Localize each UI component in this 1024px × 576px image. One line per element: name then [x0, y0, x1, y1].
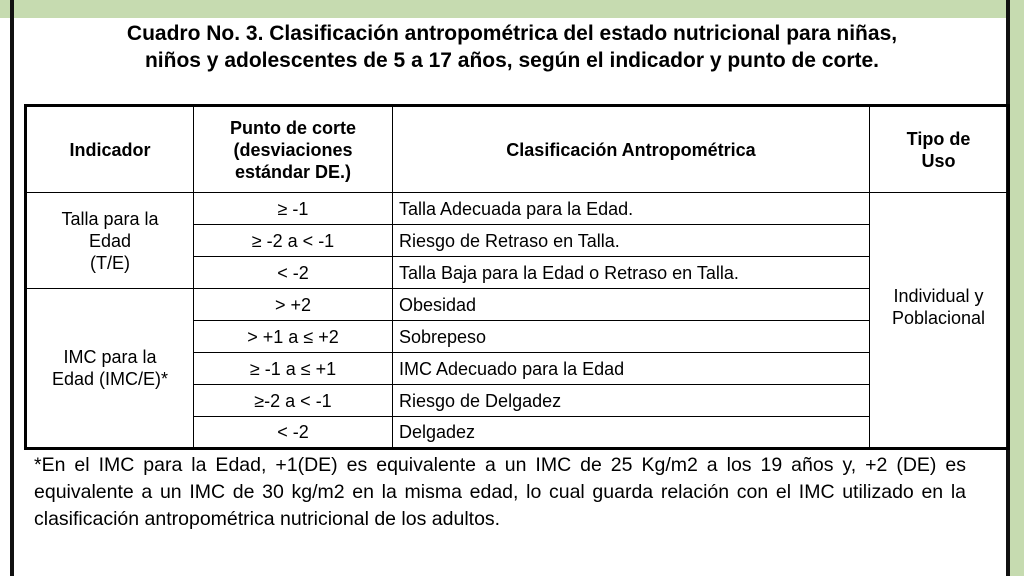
- classification-cell: Delgadez: [393, 417, 870, 449]
- table-row: [26, 193, 1009, 225]
- classification-table: [24, 104, 1010, 450]
- classification-cell: Riesgo de Retraso en Talla.: [393, 225, 870, 257]
- top-decorative-band: [0, 0, 1024, 18]
- cut-point-cell: ≥ -1 a ≤ +1: [194, 353, 393, 385]
- classification-cell: Obesidad: [393, 289, 870, 321]
- header-punto-de-corte: Punto de corte (desviaciones estándar DE.): [194, 106, 393, 193]
- footnote: *En el IMC para la Edad, +1(DE) es equivalente a un IMC de 25 Kg/m2 a los 19 años y, +2 (DE) es equivalente a un IMC de 30 kg/m2 en la misma edad, lo cual guarda relación con el IMC utilizado en la clasificación antropométrica nutricional de los adultos.: [34, 454, 966, 530]
- classification-cell: Talla Adecuada para la Edad.: [393, 193, 870, 225]
- tipo-uso-cell: Individual y Poblacional: [870, 193, 1009, 449]
- indicator-cell-imc-edad: IMC para la Edad (IMC/E)*: [26, 289, 194, 449]
- cut-point-cell: ≥ -2 a < -1: [194, 225, 393, 257]
- caption-line-2: niños y adolescentes de 5 a 17 años, según el indicador y punto de corte.: [144, 49, 880, 72]
- indicator-cell-talla-edad: Talla para la Edad (T/E): [26, 193, 194, 289]
- cut-point-cell: < -2: [194, 257, 393, 289]
- classification-cell: Talla Baja para la Edad o Retraso en Talla.: [393, 257, 870, 289]
- classification-cell: IMC Adecuado para la Edad: [393, 353, 870, 385]
- cut-point-cell: ≥ -1: [194, 193, 393, 225]
- header-clasificacion: Clasificación Antropométrica: [393, 106, 870, 193]
- right-decorative-band: [1010, 0, 1024, 576]
- cut-point-cell: > +1 a ≤ +2: [194, 321, 393, 353]
- table-caption: [24, 20, 1000, 74]
- classification-cell: Riesgo de Delgadez: [393, 385, 870, 417]
- caption-line-1: Cuadro No. 3. Clasificación antropométrica del estado nutricional para niñas,: [126, 22, 898, 45]
- left-margin-rule: [10, 0, 14, 576]
- cut-point-cell: ≥-2 a < -1: [194, 385, 393, 417]
- cut-point-cell: > +2: [194, 289, 393, 321]
- table-row: [26, 289, 1009, 321]
- header-indicador: Indicador: [26, 106, 194, 193]
- header-tipo-de-uso: Tipo de Uso: [870, 106, 1009, 193]
- classification-cell: Sobrepeso: [393, 321, 870, 353]
- header-row: [26, 106, 1009, 193]
- cut-point-cell: < -2: [194, 417, 393, 449]
